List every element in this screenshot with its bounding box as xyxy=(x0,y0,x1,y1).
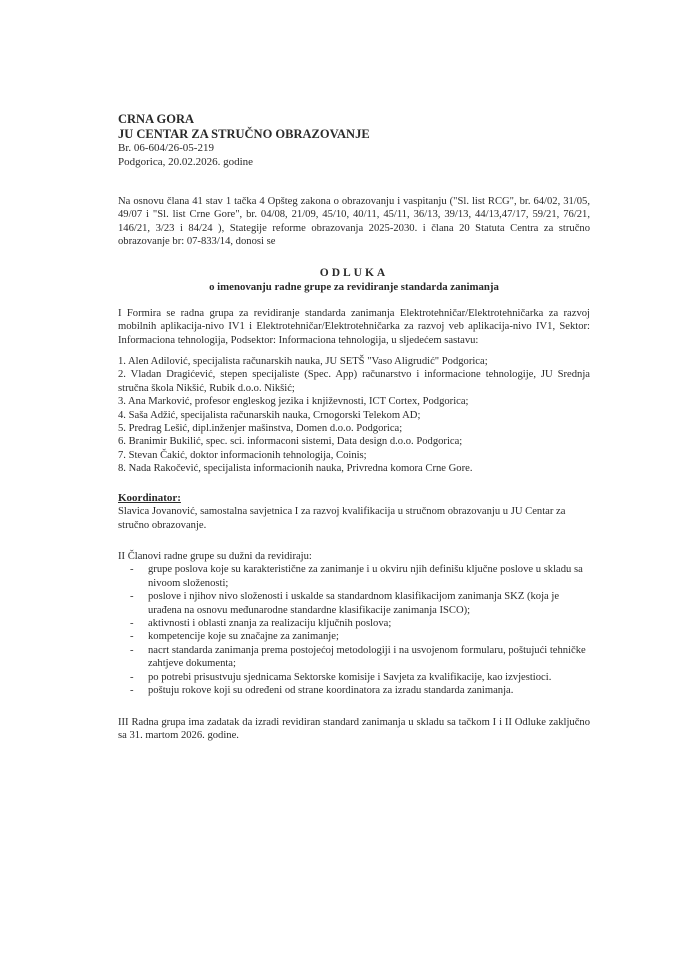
coordinator-block xyxy=(118,492,590,532)
member-item: 1. Alen Adilović, specijalista računarskih nauka, JU SETŠ "Vaso Aligrudić" Podgorica; xyxy=(118,356,488,367)
section-2-block xyxy=(118,550,590,697)
member-item: 8. Nada Rakočević, specijalista informacionih nauka, Privredna komora Crne Gore. xyxy=(118,463,473,475)
dash-bullet: - xyxy=(130,685,134,697)
section-3-paragraph: III Radna grupa ima zadatak da izradi revidiran standard zanimanja u skladu sa tačkom I i II Odluke zaključno sa 31. martom 2026. godine. xyxy=(118,717,590,742)
dash-bullet: - xyxy=(130,564,134,576)
dash-bullet: - xyxy=(130,631,134,643)
place-date: Podgorica, 20.02.2026. godine xyxy=(118,155,254,168)
member-item: 3. Ana Marković, profesor engleskog jezika i književnosti, ICT Cortex, Podgorica; xyxy=(118,396,469,408)
duty-item: - poštuju rokove koji su određeni od strane koordinatora za izradu standarda zanimanja. xyxy=(130,685,514,697)
institution-name: JU CENTAR ZA STRUČNO OBRAZOVANJE xyxy=(118,127,370,141)
duty-item: - aktivnosti i oblasti znanja za realizaciju ključnih poslova; xyxy=(130,618,392,630)
members-list xyxy=(118,355,590,476)
dash-bullet: - xyxy=(130,591,134,603)
duties-list xyxy=(118,563,590,697)
member-item: 5. Predrag Lešić, dipl.inženjer mašinstva, Domen d.o.o. Podgorica; xyxy=(118,423,403,435)
country-name: CRNA GORA xyxy=(118,112,195,126)
duty-item: - nacrt standarda zanimanja prema postojećoj metodologiji i na usvojenom formularu, poštujući tehničke zahtjeve dokumenta; xyxy=(130,644,586,670)
dash-bullet: - xyxy=(130,618,134,630)
member-item: 2. Vladan Dragićević, stepen specijaliste (Spec. App) računarstvo i informacione tehnologije, JU Srednja stručna škola Nikšić, Rubik d.o.o. Nikšić; xyxy=(118,369,590,394)
duty-item: - kompetencije koje su značajne za zanimanje; xyxy=(130,631,339,643)
member-item: 7. Stevan Čakić, doktor informacionih tehnologija, Coinis; xyxy=(118,449,367,461)
coordinator-label: Koordinator: xyxy=(118,492,181,504)
intro-paragraph: Na osnovu člana 41 stav 1 tačka 4 Opšteg zakona o obrazovanju i vaspitanju ("Sl. list RCG", br. 64/02, 31/05, 49/07 i "Sl. list Crne Gore", br. 04/08, 21/09, 45/10, 40/11, 45/11, 36/13, 39/13, 44/13,47/17, 59/21, 76/21, 146/21, 3/23 i 84/24 ), Stategije reforme obrazovanja 2025-2030. i člana 20 Statuta Centra za stručno obrazovanje br: 07-833/14, donosi se xyxy=(118,196,590,248)
duty-item: - grupe poslova koje su karakteristične za zanimanje i u okviru njih definišu ključne poslove u skladu sa nivoom složenosti; xyxy=(130,564,583,589)
decision-title-block xyxy=(118,266,590,294)
coordinator-text: Slavica Jovanović, samostalna savjetnica I za razvoj kvalifikacija u stručnom obrazovanju u JU Centar za stručno obrazovanje. xyxy=(118,506,566,531)
section-2-intro: II Članovi radne grupe su dužni da revidiraju: xyxy=(118,551,312,562)
decision-title: ODLUKA xyxy=(319,267,389,279)
dash-bullet: - xyxy=(130,644,134,656)
member-item: 4. Saša Adžić, specijalista računarskih nauka, Crnogorski Telekom AD; xyxy=(118,409,421,421)
duty-item: - poslove i njihov nivo složenosti i uskalde sa standardnom klasifikacijom zanimanja SKZ (koja je urađena na osnovu međunarodne standardne klasifikacije zanimanja ISCO); xyxy=(130,591,560,616)
member-item: 6. Branimir Bukilić, spec. sci. informaconi sistemi, Data design d.o.o. Podgorica; xyxy=(118,436,463,448)
dash-bullet: - xyxy=(130,671,134,683)
reference-number: Br. 06-604/26-05-219 xyxy=(118,142,214,154)
duty-item: - po potrebi prisustvuju sjednicama Sektorske komisije i Savjeta za kvalifikacije, kao izvjestioci. xyxy=(130,671,552,683)
section-1-paragraph: I Formira se radna grupa za revidiranje standarda zanimanja Elektrotehničar/Elektrotehničarka za razvoj mobilnih aplikacija-nivo IV1 i Elektrotehničar/Elektrotehničarka za razvoj veb aplikacija-nivo IV1, Sektor: Informaciona tehnologija, Podsektor: Informaciona tehnologija, u sljedećem sastavu: xyxy=(118,308,590,346)
document-header xyxy=(118,112,370,169)
decision-subtitle: o imenovanju radne grupe za revidiranje standarda zanimanja xyxy=(209,281,499,293)
